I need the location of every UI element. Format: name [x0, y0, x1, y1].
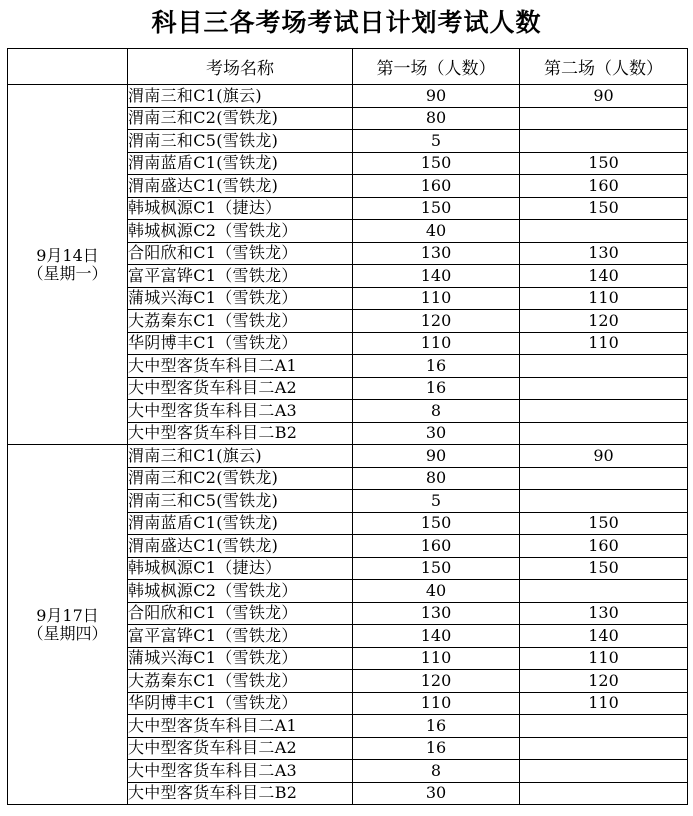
header-first-session: 第一场（人数）: [353, 49, 520, 85]
venue-name-cell: 渭南盛达C1(雪铁龙): [128, 175, 353, 198]
venue-name-cell: 渭南三和C1(旗云): [128, 85, 353, 108]
venue-name-cell: 渭南三和C2(雪铁龙): [128, 107, 353, 130]
first-session-count: 16: [353, 377, 520, 400]
venue-name-cell: 渭南蓝盾C1(雪铁龙): [128, 512, 353, 535]
table-row: [8, 445, 688, 468]
header-blank: [8, 49, 128, 85]
second-session-count: 110: [520, 287, 688, 310]
weekday-label: （星期一）: [27, 263, 108, 283]
first-session-count: 120: [353, 310, 520, 333]
second-session-count: 150: [520, 512, 688, 535]
second-session-count: [520, 467, 688, 490]
first-session-count: 90: [353, 85, 520, 108]
second-session-count: 120: [520, 670, 688, 693]
second-session-count: 120: [520, 310, 688, 333]
second-session-count: [520, 715, 688, 738]
venue-name-cell: 华阴博丰C1（雪铁龙）: [128, 692, 353, 715]
venue-name-cell: 大中型客货车科目二A3: [128, 760, 353, 783]
first-session-count: 130: [353, 602, 520, 625]
second-session-count: 140: [520, 265, 688, 288]
first-session-count: 120: [353, 670, 520, 693]
second-session-count: 150: [520, 197, 688, 220]
venue-name-cell: 渭南三和C5(雪铁龙): [128, 130, 353, 153]
venue-name-cell: 渭南盛达C1(雪铁龙): [128, 535, 353, 558]
second-session-count: [520, 422, 688, 445]
date-cell: [8, 85, 128, 445]
first-session-count: 130: [353, 242, 520, 265]
venue-name-cell: 韩城枫源C1（捷达）: [128, 557, 353, 580]
date-label: 9月14日: [36, 245, 99, 265]
venue-name-cell: 蒲城兴海C1（雪铁龙）: [128, 287, 353, 310]
table-row: [8, 85, 688, 108]
venue-name-cell: 渭南三和C2(雪铁龙): [128, 467, 353, 490]
venue-name-cell: 合阳欣和C1（雪铁龙）: [128, 602, 353, 625]
page-title: 科目三各考场考试日计划考试人数: [151, 8, 542, 37]
first-session-count: 140: [353, 625, 520, 648]
first-session-count: 80: [353, 107, 520, 130]
schedule-body: [8, 85, 688, 805]
date-cell: [8, 445, 128, 805]
second-session-count: 110: [520, 647, 688, 670]
second-session-count: 140: [520, 625, 688, 648]
first-session-count: 150: [353, 152, 520, 175]
first-session-count: 90: [353, 445, 520, 468]
second-session-count: [520, 107, 688, 130]
venue-name-cell: 大荔秦东C1（雪铁龙）: [128, 310, 353, 333]
second-session-count: [520, 737, 688, 760]
first-session-count: 150: [353, 557, 520, 580]
second-session-count: 110: [520, 692, 688, 715]
first-session-count: 40: [353, 580, 520, 603]
venue-name-cell: 渭南三和C5(雪铁龙): [128, 490, 353, 513]
second-session-count: 130: [520, 242, 688, 265]
first-session-count: 110: [353, 332, 520, 355]
second-session-count: [520, 220, 688, 243]
first-session-count: 140: [353, 265, 520, 288]
venue-name-cell: 渭南三和C1(旗云): [128, 445, 353, 468]
venue-name-cell: 韩城枫源C2（雪铁龙）: [128, 220, 353, 243]
venue-name-cell: 大中型客货车科目二A2: [128, 737, 353, 760]
exam-schedule-table: [7, 48, 688, 805]
first-session-count: 150: [353, 512, 520, 535]
date-label: 9月17日: [36, 605, 99, 625]
second-session-count: 160: [520, 535, 688, 558]
second-session-count: 150: [520, 557, 688, 580]
first-session-count: 16: [353, 737, 520, 760]
venue-name-cell: 韩城枫源C1（捷达）: [128, 197, 353, 220]
first-session-count: 110: [353, 647, 520, 670]
venue-name-cell: 富平富铧C1（雪铁龙）: [128, 265, 353, 288]
first-session-count: 110: [353, 692, 520, 715]
header-second-session: 第二场（人数）: [520, 49, 688, 85]
first-session-count: 8: [353, 760, 520, 783]
venue-name-cell: 大中型客货车科目二A1: [128, 715, 353, 738]
venue-name-cell: 大中型客货车科目二B2: [128, 422, 353, 445]
second-session-count: [520, 490, 688, 513]
first-session-count: 16: [353, 355, 520, 378]
first-session-count: 5: [353, 130, 520, 153]
first-session-count: 150: [353, 197, 520, 220]
first-session-count: 40: [353, 220, 520, 243]
first-session-count: 160: [353, 175, 520, 198]
first-session-count: 30: [353, 422, 520, 445]
second-session-count: [520, 355, 688, 378]
second-session-count: [520, 377, 688, 400]
first-session-count: 110: [353, 287, 520, 310]
venue-name-cell: 大中型客货车科目二A1: [128, 355, 353, 378]
venue-name-cell: 富平富铧C1（雪铁龙）: [128, 625, 353, 648]
second-session-count: 110: [520, 332, 688, 355]
second-session-count: 130: [520, 602, 688, 625]
second-session-count: [520, 782, 688, 805]
first-session-count: 160: [353, 535, 520, 558]
second-session-count: 160: [520, 175, 688, 198]
venue-name-cell: 大中型客货车科目二A2: [128, 377, 353, 400]
second-session-count: 150: [520, 152, 688, 175]
venue-name-cell: 大荔秦东C1（雪铁龙）: [128, 670, 353, 693]
first-session-count: 30: [353, 782, 520, 805]
venue-name-cell: 华阴博丰C1（雪铁龙）: [128, 332, 353, 355]
venue-name-cell: 蒲城兴海C1（雪铁龙）: [128, 647, 353, 670]
first-session-count: 5: [353, 490, 520, 513]
venue-name-cell: 渭南蓝盾C1(雪铁龙): [128, 152, 353, 175]
second-session-count: 90: [520, 445, 688, 468]
venue-name-cell: 合阳欣和C1（雪铁龙）: [128, 242, 353, 265]
second-session-count: 90: [520, 85, 688, 108]
weekday-label: （星期四）: [27, 623, 108, 643]
second-session-count: [520, 400, 688, 423]
venue-name-cell: 大中型客货车科目二A3: [128, 400, 353, 423]
venue-name-cell: 韩城枫源C2（雪铁龙）: [128, 580, 353, 603]
second-session-count: [520, 130, 688, 153]
header-venue-name: 考场名称: [128, 49, 353, 85]
second-session-count: [520, 580, 688, 603]
second-session-count: [520, 760, 688, 783]
first-session-count: 80: [353, 467, 520, 490]
venue-name-cell: 大中型客货车科目二B2: [128, 782, 353, 805]
first-session-count: 16: [353, 715, 520, 738]
first-session-count: 8: [353, 400, 520, 423]
header-row: [8, 49, 688, 85]
